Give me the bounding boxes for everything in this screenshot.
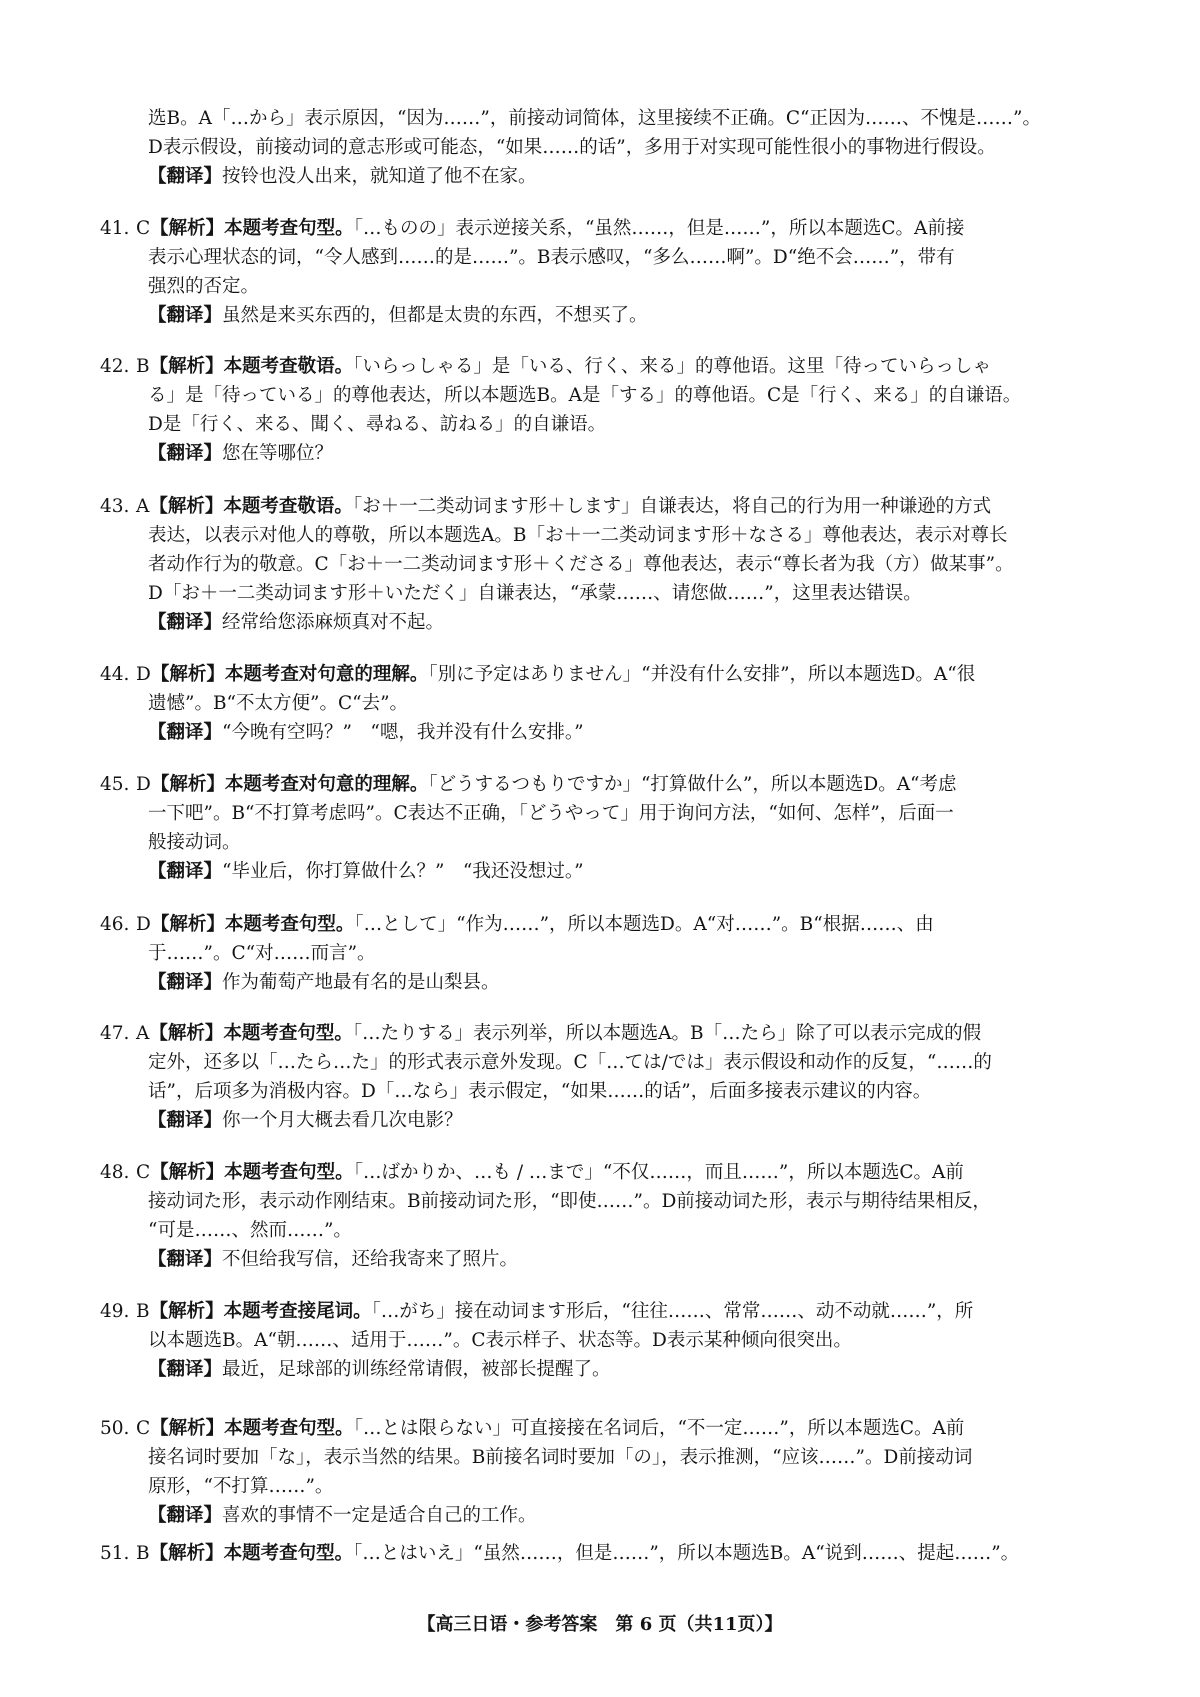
line-text: 「…ばかりか、…も / …まで」“不仅……，而且……”，所以本题选C。A前 (353, 1162, 964, 1183)
text-line (100, 1414, 1116, 1443)
line-text: 者动作行为的敬意。C「お＋一二类动词ます形＋くださる」尊他表达，表示“尊长者为我（方）做某事”。 (148, 554, 1014, 575)
text-line (148, 579, 1116, 608)
text-line (148, 410, 1116, 439)
line-text: 表示心理状态的词，“令人感到……的是……”。B表示感叹，“多么……啊”。D“绝不会……”，带有 (148, 247, 955, 268)
text-line (148, 104, 1116, 133)
answer-letter: B (136, 356, 150, 377)
text-line (148, 272, 1116, 301)
answer-item (148, 104, 1116, 191)
line-text: D表示假设，前接动词的意志形或可能态，“如果……的话”，多用于对实现可能性很小的事物进行假设。 (148, 137, 996, 158)
translation-tag: 【翻译】 (148, 166, 223, 187)
page-footer: 【高三日语・参考答案 第 6 页（共11页）】 (417, 1614, 783, 1635)
text-line (100, 770, 1116, 799)
line-text: 「お＋一二类动词ます形＋します」自谦表达，将自己的行为用一种谦逊的方式 (352, 496, 992, 517)
question-number: 44. (100, 664, 130, 685)
text-line (148, 521, 1116, 550)
line-text: 经常给您添麻烦真对不起。 (222, 612, 445, 633)
line-text: 不但给我写信，还给我寄来了照片。 (222, 1249, 519, 1270)
topic-label: 本题考查句型。 (223, 1023, 353, 1044)
line-text: 般接动词。 (148, 832, 241, 853)
answer-item (100, 1539, 1116, 1568)
translation-tag: 【翻译】 (148, 1505, 223, 1526)
text-line (100, 352, 1116, 381)
answer-letter: C (136, 1418, 151, 1439)
translation-tag: 【翻译】 (148, 1110, 223, 1131)
text-line (148, 968, 1116, 997)
translation-tag: 【翻译】 (148, 861, 223, 882)
text-line (148, 857, 1116, 886)
topic-label: 本题考查接尾词。 (223, 1301, 372, 1322)
text-line (148, 301, 1116, 330)
analysis-tag: 【解析】 (150, 664, 225, 685)
text-line (148, 718, 1116, 747)
analysis-tag: 【解析】 (150, 1418, 225, 1439)
text-line (148, 1106, 1116, 1135)
question-number: 47. (100, 1023, 130, 1044)
line-text: 「…として」“作为……”，所以本题选D。A“对……”。B“根据……、由 (354, 914, 934, 935)
text-line (148, 828, 1116, 857)
analysis-tag: 【解析】 (150, 218, 225, 239)
line-text: 「いらっしゃる」是「いる、行く、来る」的尊他语。这里「待っていらっしゃ (353, 356, 992, 377)
answer-letter: C (136, 1162, 151, 1183)
analysis-tag: 【解析】 (150, 1162, 225, 1183)
answer-item (100, 660, 1116, 747)
translation-tag: 【翻译】 (148, 443, 223, 464)
line-text: 作为葡萄产地最有名的是山梨县。 (222, 972, 500, 993)
answer-item (100, 1158, 1116, 1274)
line-text: 你一个月大概去看几次电影？ (222, 1110, 463, 1131)
line-text: 话”，后项多为消极内容。D「…なら」表示假定，“如果……的话”，后面多接表示建议的内容。 (148, 1081, 932, 1102)
text-line (148, 1355, 1116, 1384)
answer-item (100, 214, 1116, 330)
translation-tag: 【翻译】 (148, 612, 223, 633)
text-line (148, 689, 1116, 718)
analysis-tag: 【解析】 (150, 914, 225, 935)
question-number: 51. (100, 1543, 130, 1564)
text-line (148, 1216, 1116, 1245)
text-line (148, 133, 1116, 162)
line-text: 一下吧”。B“不打算考虑吗”。C表达不正确，「どうやって」用于询问方法，“如何、怎样”，后面一 (148, 803, 954, 824)
answer-letter: A (136, 1023, 150, 1044)
text-line (148, 439, 1116, 468)
line-text: 「…がち」接在动词ます形后，“往往……、常常……、动不动就……”，所 (371, 1301, 974, 1322)
text-line (148, 1187, 1116, 1216)
line-text: 「…たりする」表示列举，所以本题选A。B「…たら」除了可以表示完成的假 (352, 1023, 982, 1044)
topic-label: 本题考查对句意的理解。 (224, 664, 429, 685)
analysis-tag: 【解析】 (149, 356, 224, 377)
text-line (100, 1297, 1116, 1326)
line-text: 于……”。C“对……而言”。 (148, 943, 376, 964)
answer-item (100, 1297, 1116, 1384)
line-text: 虽然是来买东西的，但都是太贵的东西，不想买了。 (222, 305, 648, 326)
translation-tag: 【翻译】 (148, 722, 223, 743)
text-line (100, 492, 1116, 521)
text-line (148, 1245, 1116, 1274)
line-text: 「別に予定はありません」“并没有什么安排”，所以本题选D。A“很 (428, 664, 976, 685)
text-line (100, 1019, 1116, 1048)
line-text: 「…とはいえ」“虽然……，但是……”，所以本题选B。A“说到……、提起……”。 (353, 1543, 1020, 1564)
topic-label: 本题考查敬语。 (223, 496, 353, 517)
answer-letter: D (136, 664, 151, 685)
line-text: る」是「待っている」的尊他表达，所以本题选B。A是「する」的尊他语。C是「行く、来る」的自谦语。 (148, 385, 1022, 406)
line-text: 「どうするつもりですか」“打算做什么”，所以本题选D。A“考虑 (428, 774, 957, 795)
topic-label: 本题考查对句意的理解。 (224, 774, 429, 795)
text-line (148, 608, 1116, 637)
question-number: 49. (100, 1301, 130, 1322)
topic-label: 本题考查敬语。 (223, 356, 354, 377)
question-number: 46. (100, 914, 130, 935)
line-text: 「…とは限らない」可直接接在名词后，“不一定……”，所以本题选C。A前 (353, 1418, 965, 1439)
topic-label: 本题考查句型。 (224, 218, 354, 239)
text-line (148, 1472, 1116, 1501)
question-number: 42. (100, 356, 130, 377)
analysis-tag: 【解析】 (149, 1543, 224, 1564)
answer-letter: D (136, 914, 151, 935)
answer-letter: B (136, 1543, 150, 1564)
line-text: 表达，以表示对他人的尊敬，所以本题选A。B「お＋一二类动词ます形＋なさる」尊他表达，表示对尊长 (148, 525, 1008, 546)
answer-item (100, 352, 1116, 468)
line-text: 接动词た形，表示动作刚结束。B前接动词た形，“即使……”。D前接动词た形，表示与期待结果相反， (148, 1191, 991, 1212)
text-line (148, 162, 1116, 191)
line-text: 「…ものの」表示逆接关系，“虽然……，但是……”，所以本题选C。A前接 (353, 218, 965, 239)
answer-item (100, 770, 1116, 886)
question-number: 50. (100, 1418, 130, 1439)
line-text: D「お＋一二类动词ます形＋いただく」自谦表达，“承蒙……、请您做……”，这里表达错误。 (148, 583, 922, 604)
text-line (100, 1539, 1116, 1568)
text-line (148, 243, 1116, 272)
line-text: 遗憾”。B“不太方便”。C“去”。 (148, 693, 409, 714)
line-text: 选B。A「…から」表示原因，“因为……”，前接动词简体，这里接续不正确。C“正因为……、不愧是……”。 (148, 108, 1041, 129)
analysis-tag: 【解析】 (149, 496, 224, 517)
topic-label: 本题考查句型。 (224, 914, 355, 935)
answer-letter: C (136, 218, 151, 239)
topic-label: 本题考查句型。 (224, 1418, 354, 1439)
text-line (148, 1326, 1116, 1355)
translation-tag: 【翻译】 (148, 1249, 223, 1270)
translation-tag: 【翻译】 (148, 305, 223, 326)
translation-tag: 【翻译】 (148, 1359, 223, 1380)
text-line (148, 1077, 1116, 1106)
answer-item (100, 1414, 1116, 1530)
line-text: 喜欢的事情不一定是适合自己的工作。 (222, 1505, 537, 1526)
line-text: 按铃也没人出来，就知道了他不在家。 (222, 166, 537, 187)
analysis-tag: 【解析】 (149, 1023, 224, 1044)
line-text: “可是……、然而……”。 (148, 1220, 352, 1241)
answer-item (100, 910, 1116, 997)
line-text: 强烈的否定。 (148, 276, 260, 297)
question-number: 48. (100, 1162, 130, 1183)
line-text: “毕业后，你打算做什么？” “我还没想过。” (222, 861, 584, 882)
answer-letter: A (136, 496, 150, 517)
line-text: 您在等哪位？ (222, 443, 334, 464)
text-line (148, 939, 1116, 968)
question-number: 43. (100, 496, 130, 517)
analysis-tag: 【解析】 (149, 1301, 224, 1322)
topic-label: 本题考查句型。 (223, 1543, 354, 1564)
text-line (100, 214, 1116, 243)
text-line (148, 1048, 1116, 1077)
text-line (148, 799, 1116, 828)
line-text: 定外，还多以「…たら…た」的形式表示意外发现。C「…ては/では」表示假设和动作的反复，“……的 (148, 1052, 992, 1073)
line-text: 最近，足球部的训练经常请假，被部长提醒了。 (222, 1359, 611, 1380)
line-text: “今晚有空吗？” “嗯，我并没有什么安排。” (222, 722, 584, 743)
line-text: 以本题选B。A“朝……、适用于……”。C表示样子、状态等。D表示某种倾向很突出。 (148, 1330, 852, 1351)
answer-letter: B (136, 1301, 150, 1322)
line-text: 接名词时要加「な」，表示当然的结果。B前接名词时要加「の」，表示推测，“应该……”。D前接动词 (148, 1447, 973, 1468)
topic-label: 本题考查句型。 (224, 1162, 354, 1183)
line-text: D是「行く、来る、聞く、尋ねる、訪ねる」的自谦语。 (148, 414, 607, 435)
answer-item (100, 492, 1116, 637)
text-line (148, 1501, 1116, 1530)
answer-letter: D (136, 774, 151, 795)
analysis-tag: 【解析】 (150, 774, 225, 795)
line-text: 原形，“不打算……”。 (148, 1476, 334, 1497)
text-line (100, 910, 1116, 939)
translation-tag: 【翻译】 (148, 972, 223, 993)
question-number: 41. (100, 218, 130, 239)
text-line (100, 660, 1116, 689)
text-line (100, 1158, 1116, 1187)
answer-item (100, 1019, 1116, 1135)
question-number: 45. (100, 774, 130, 795)
text-line (148, 550, 1116, 579)
text-line (148, 381, 1116, 410)
text-line (148, 1443, 1116, 1472)
